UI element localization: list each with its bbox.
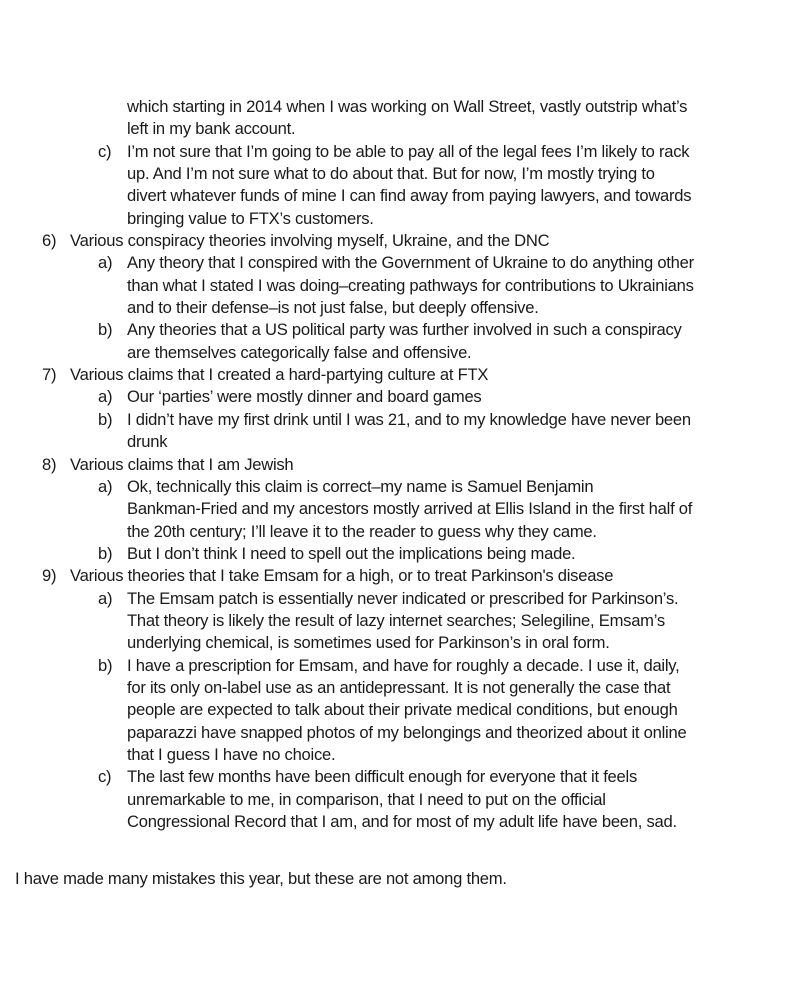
line-text: bringing value to FTX’s customers. [127, 208, 374, 228]
list-marker: c) [98, 767, 112, 787]
continuation-line [0, 722, 800, 744]
continuation-line [0, 163, 800, 185]
continuation-line [0, 811, 800, 833]
line-text: That theory is likely the result of lazy internet searches; Selegiline, Emsam’s [127, 610, 665, 630]
sub-list-item [0, 476, 800, 498]
line-text: divert whatever funds of mine I can find away from paying lawyers, and towards [127, 186, 692, 206]
list-marker: a) [98, 253, 113, 273]
sub-list-item [0, 409, 800, 431]
continuation-line [0, 744, 800, 766]
line-text: which starting in 2014 when I was working on Wall Street, vastly outstrip what’s [127, 97, 688, 116]
continuation-line [0, 342, 800, 364]
list-item [0, 230, 800, 252]
line-text: paparazzi have snapped photos of my belongings and theorized about it online [127, 722, 687, 742]
continuation-line [0, 521, 800, 543]
continuation-line [0, 431, 800, 453]
line-text: Any theory that I conspired with the Government of Ukraine to do anything other [127, 253, 694, 273]
line-text: that I guess I have no choice. [127, 744, 336, 764]
list-marker: b) [98, 320, 113, 340]
line-text: The last few months have been difficult enough for everyone that it feels [127, 767, 637, 787]
list-item [0, 454, 800, 476]
list-item [0, 565, 800, 587]
line-text: I didn’t have my first drink until I was 21, and to my knowledge have never been [127, 409, 691, 429]
sub-list-item [0, 319, 800, 341]
sub-list-item [0, 655, 800, 677]
line-text: Various claims that I created a hard-partying culture at FTX [70, 365, 489, 385]
line-text: are themselves categorically false and offensive. [127, 342, 472, 362]
line-text: I’m not sure that I’m going to be able to pay all of the legal fees I’m likely to rack [127, 141, 690, 161]
document-body [0, 96, 800, 833]
closing-statement: I have made many mistakes this year, but these are not among them. [15, 869, 507, 888]
continuation-line [0, 275, 800, 297]
continuation-line [0, 632, 800, 654]
line-text: left in my bank account. [127, 119, 296, 139]
line-text: Bankman-Fried and my ancestors mostly arrived at Ellis Island in the first half of [127, 499, 693, 519]
continuation-line [0, 610, 800, 632]
line-text: up. And I’m not sure what to do about that. But for now, I’m mostly trying to [127, 164, 655, 184]
sub-list-item [0, 141, 800, 163]
line-text: The Emsam patch is essentially never indicated or prescribed for Parkinson’s. [127, 588, 679, 608]
line-text: Our ‘parties’ were mostly dinner and board games [127, 387, 482, 407]
line-text: for its only on-label use as an antidepressant. It is not generally the case that [127, 677, 671, 697]
list-item [0, 364, 800, 386]
line-text: I have a prescription for Emsam, and have for roughly a decade. I use it, daily, [127, 655, 680, 675]
line-text: Various conspiracy theories involving myself, Ukraine, and the DNC [70, 231, 550, 251]
continuation-line [0, 789, 800, 811]
list-marker: a) [98, 476, 113, 496]
line-text: drunk [127, 432, 168, 452]
line-text: people are expected to talk about their private medical conditions, but enough [127, 700, 678, 720]
list-marker: 6) [42, 231, 57, 251]
line-text: Any theories that a US political party was further involved in such a conspiracy [127, 320, 682, 340]
continuation-line [0, 118, 800, 140]
line-text: than what I stated I was doing–creating pathways for contributions to Ukrainians [127, 275, 694, 295]
sub-list-item [0, 252, 800, 274]
list-marker: a) [98, 387, 113, 407]
list-marker: a) [98, 588, 113, 608]
continuation-line [0, 699, 800, 721]
sub-list-item [0, 766, 800, 788]
line-text: unremarkable to me, in comparison, that I need to put on the official [127, 789, 606, 809]
line-text: the 20th century; I’ll leave it to the reader to guess why they came. [127, 521, 597, 541]
continuation-line [0, 185, 800, 207]
sub-list-item [0, 386, 800, 408]
line-text: Congressional Record that I am, and for most of my adult life have been, sad. [127, 812, 677, 831]
list-marker: 9) [42, 566, 57, 586]
list-marker: b) [98, 409, 113, 429]
line-text: Various theories that I take Emsam for a high, or to treat Parkinson's disease [70, 566, 614, 586]
sub-list-item [0, 543, 800, 565]
continuation-line [0, 677, 800, 699]
line-text: and to their defense–is not just false, but deeply offensive. [127, 298, 539, 318]
continuation-line [0, 208, 800, 230]
list-marker: c) [98, 141, 112, 161]
line-text: Various claims that I am Jewish [70, 454, 294, 474]
continuation-line [0, 498, 800, 520]
continuation-line [0, 297, 800, 319]
list-marker: b) [98, 655, 113, 675]
list-marker: b) [98, 543, 113, 563]
list-marker: 7) [42, 365, 57, 385]
continuation-line [0, 96, 800, 118]
line-text: But I don’t think I need to spell out the implications being made. [127, 543, 576, 563]
line-text: underlying chemical, is sometimes used for Parkinson’s in oral form. [127, 633, 610, 653]
line-text: Ok, technically this claim is correct–my name is Samuel Benjamin [127, 476, 594, 496]
list-marker: 8) [42, 454, 57, 474]
sub-list-item [0, 588, 800, 610]
